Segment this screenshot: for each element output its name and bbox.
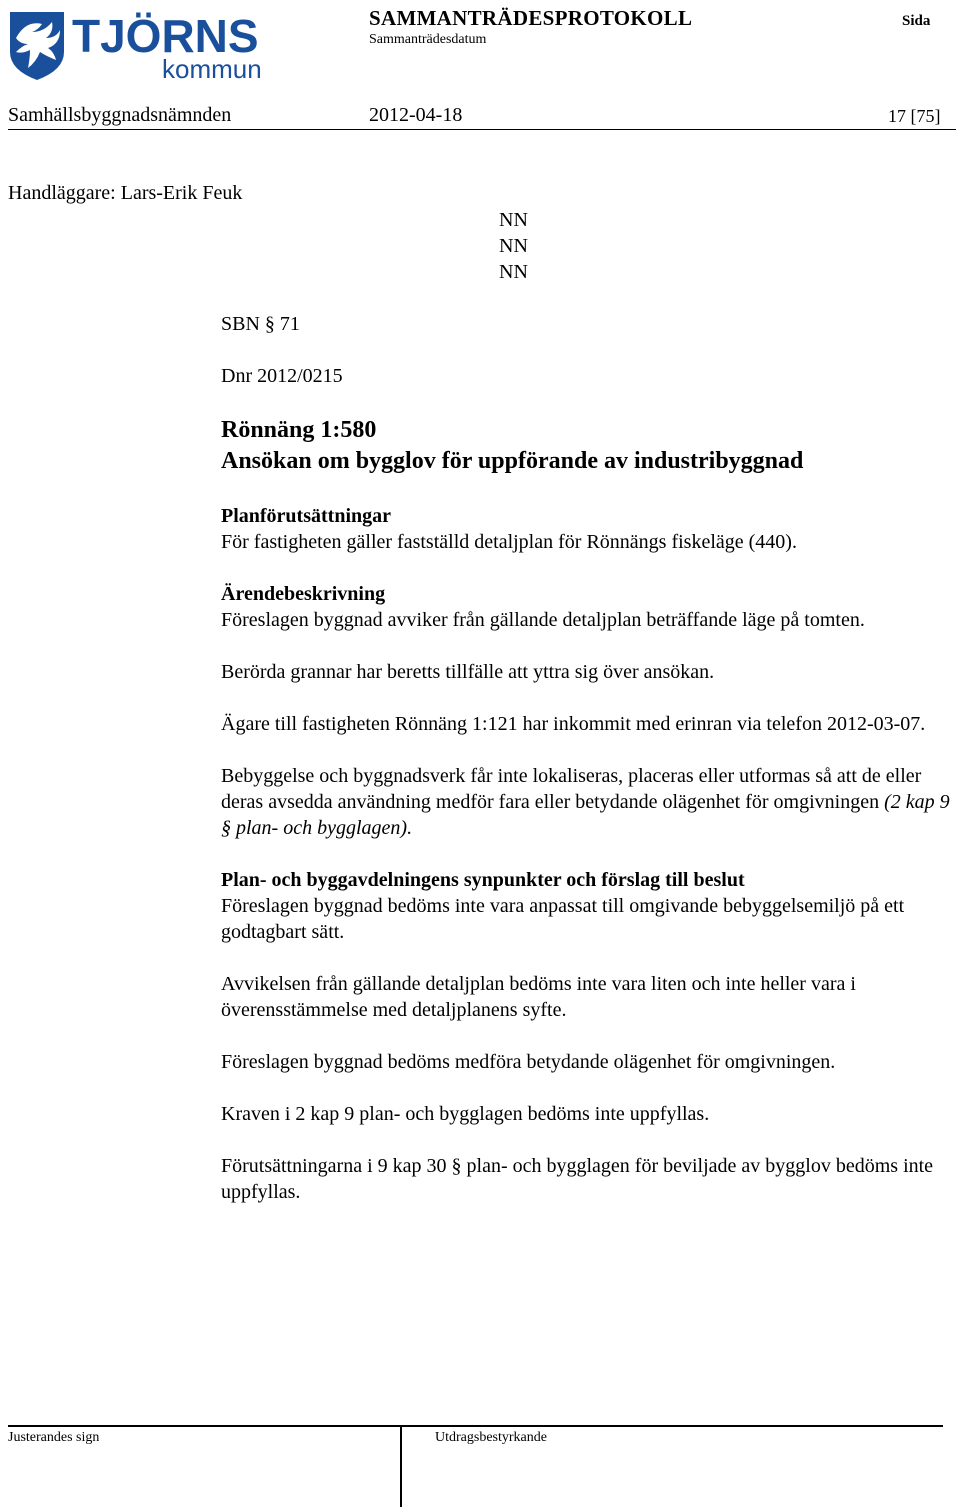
signature-label: Justerandes sign (8, 1430, 100, 1445)
page-label: Sida (902, 13, 931, 29)
municipality-logo (8, 8, 270, 82)
header-divider (8, 129, 956, 130)
description-paragraph: Berörda grannar har beretts tillfälle att yttra sig över ansökan. (221, 661, 715, 683)
footer-column-divider (400, 1427, 402, 1507)
description-paragraph (221, 763, 951, 841)
proposal-paragraph: Föreslagen byggnad bedöms inte vara anpassat till omgivande bebyggelsemiljö på ett godtagbart sätt. (221, 895, 905, 943)
description-text: Bebyggelse och byggnadsverk får inte lokaliseras, placeras eller utformas så att de eller deras avsedda användning medför fara eller betydande olägenhet för omgivningen (221, 765, 922, 813)
footer-divider (8, 1425, 943, 1427)
recipient-list (499, 207, 528, 285)
case-title-property: Rönnäng 1:580 (221, 417, 377, 443)
page-number: 17 [75] (888, 106, 941, 126)
protocol-body (221, 311, 951, 1205)
crest-icon (8, 8, 270, 82)
proposal-paragraph: Förutsättningarna i 9 kap 30 § plan- och bygglagen för beviljade av bygglov bedöms inte uppfyllas. (221, 1155, 934, 1203)
meeting-date-label: Sammanträdesdatum (369, 32, 487, 47)
description-paragraph: Föreslagen byggnad avviker från gällande detaljplan beträffande läge på tomten. (221, 609, 865, 631)
recipient-entry: NN (499, 235, 528, 257)
protocol-title: SAMMANTRÄDESPROTOKOLL (369, 6, 693, 30)
description-paragraph: Ägare till fastigheten Rönnäng 1:121 har inkommit med erinran via telefon 2012-03-07. (221, 713, 926, 735)
recipient-entry: NN (499, 209, 528, 231)
svg-text:kommun: kommun (162, 54, 262, 82)
committee-name: Samhällsbyggnadsnämnden (8, 104, 232, 126)
case-number: Dnr 2012/0215 (221, 365, 343, 387)
meeting-date: 2012-04-18 (369, 104, 463, 126)
law-reference: (2 kap 9 § plan- och bygglagen). (221, 791, 950, 839)
plan-heading: Planförutsättningar (221, 505, 391, 527)
recipient-entry: NN (499, 261, 528, 283)
case-title-subject: Ansökan om bygglov för uppförande av industribyggnad (221, 448, 804, 474)
proposal-heading: Plan- och byggavdelningens synpunkter och förslag till beslut (221, 869, 745, 891)
plan-text: För fastigheten gäller fastställd detaljplan för Rönnängs fiskeläge (440). (221, 531, 797, 553)
proposal-paragraph: Kraven i 2 kap 9 plan- och bygglagen bedöms inte uppfyllas. (221, 1103, 710, 1125)
paragraph-number: SBN § 71 (221, 313, 300, 335)
proposal-paragraph: Föreslagen byggnad bedöms medföra betydande olägenhet för omgivningen. (221, 1051, 836, 1073)
description-heading: Ärendebeskrivning (221, 583, 386, 605)
proposal-paragraph: Avvikelsen från gällande detaljplan bedöms inte vara liten och inte heller vara i överensstämmelse med detaljplanens syfte. (221, 973, 856, 1021)
certification-label: Utdragsbestyrkande (435, 1430, 547, 1445)
case-handler: Handläggare: Lars-Erik Feuk (8, 182, 243, 204)
svg-text:TJÖRNS: TJÖRNS (72, 10, 259, 62)
